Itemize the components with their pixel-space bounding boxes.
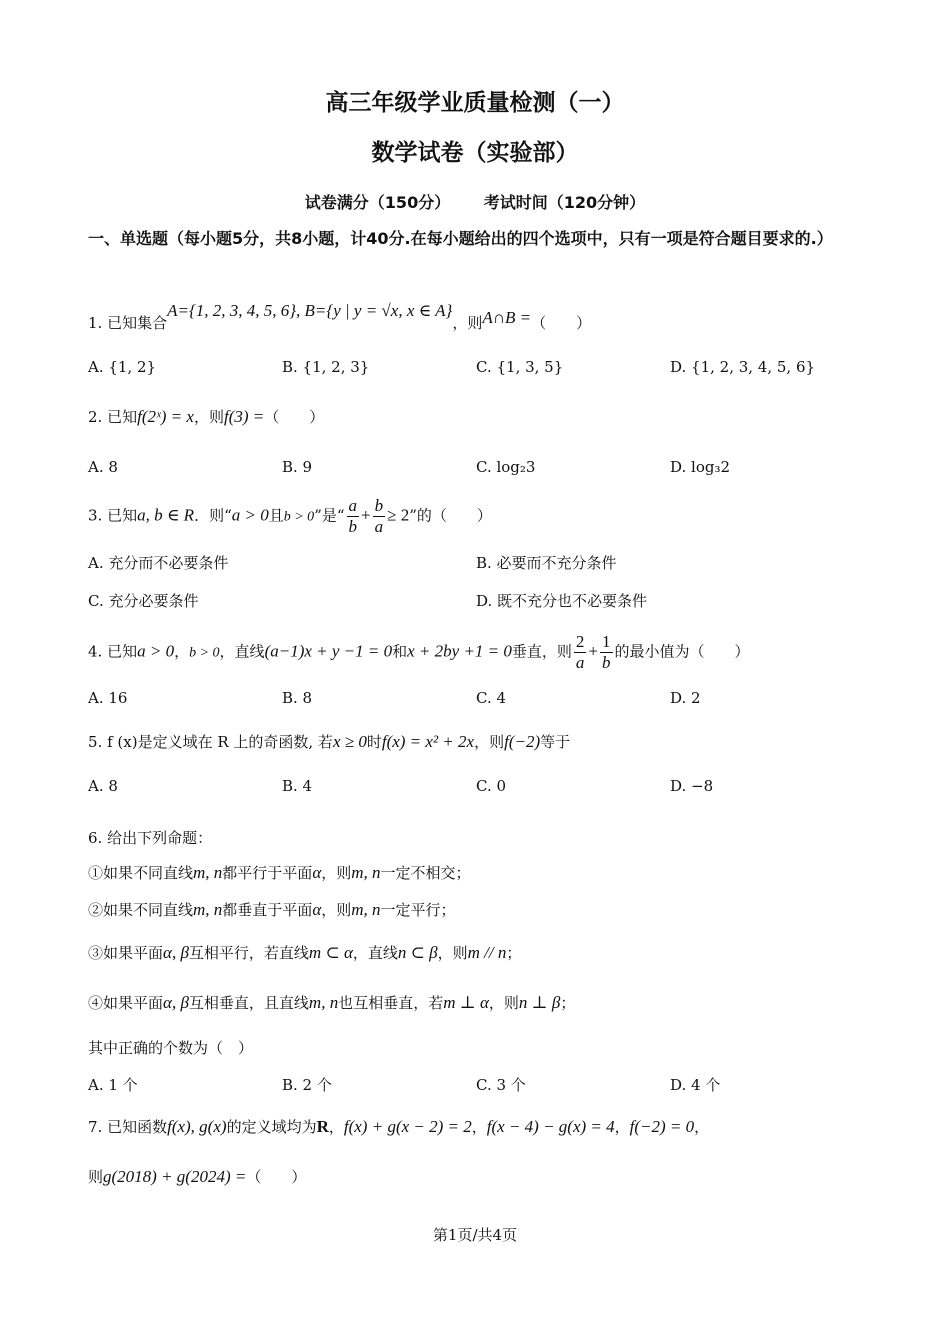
q2-prefix: 2. 已知 xyxy=(88,408,138,426)
q3-tail-expr: ≥ 2 xyxy=(387,505,410,525)
q1-blank: （ ） xyxy=(531,314,592,332)
exam-subtitle: 数学试卷（实验部） xyxy=(371,140,579,166)
q5-option-b: B. 4 xyxy=(282,777,313,795)
q2-option-b: B. 9 xyxy=(282,458,313,476)
q4-fraction-1: $\frac{2}{a}$ xyxy=(575,632,585,672)
exam-meta xyxy=(0,190,950,213)
question-6: 6. 给出下列命题： xyxy=(88,829,213,847)
q5-expr1: x ≥ 0 xyxy=(332,732,367,751)
q4-suffix: 的最小值为（ ） xyxy=(614,642,750,661)
question-7-line-2: 则g(2018) + g(2024) =（ ） xyxy=(88,1167,307,1186)
q5-expr2: f(x) = x² + 2x xyxy=(381,732,475,751)
q2-blank: （ ） xyxy=(264,408,325,426)
q1-option-d: D. {1, 2, 3, 4, 5, 6} xyxy=(670,358,816,376)
q4-option-b: B. 8 xyxy=(282,689,313,707)
q1-set-b: B={y | y = √x, x ∈ A} xyxy=(304,301,453,320)
q2-option-d: D. log₃2 xyxy=(670,458,731,476)
q2-expr1: f(2ˣ) = x xyxy=(137,407,194,426)
q1-expr: A∩B = xyxy=(482,308,532,327)
q6-option-d: D. 4 个 xyxy=(670,1076,721,1094)
q3-fraction-2: $\frac{b}{a}$ xyxy=(374,496,384,536)
question-4 xyxy=(88,632,888,673)
q5-expr3: f(−2) xyxy=(504,732,541,751)
q1-option-b: B. {1, 2, 3} xyxy=(282,358,370,376)
q2-option-a: A. 8 xyxy=(88,458,118,476)
q5-mid2: ，则 xyxy=(474,733,505,751)
exam-time: 考试时间（120分钟） xyxy=(483,193,646,212)
q4-option-a: A. 16 xyxy=(88,689,128,707)
q5-option-d: D. −8 xyxy=(670,777,714,795)
q4-mid3: 垂直，则 xyxy=(511,642,572,661)
q5-suffix: 等于 xyxy=(540,733,571,751)
q3-expr2: a > 0 xyxy=(231,505,269,525)
q6-ask: 其中正确的个数为（ ） xyxy=(88,1039,254,1057)
q3-expr3: b > 0 xyxy=(283,509,315,525)
q3-expr1: a, b ∈ R xyxy=(137,505,195,525)
q4-fraction-2: $\frac{1}{b}$ xyxy=(602,632,611,672)
q3-option-d: D. 既不充分也不必要条件 xyxy=(476,592,648,610)
q5-prefix: 5. f (x)是定义域在 R 上的奇函数, 若 xyxy=(88,733,333,751)
q6-option-a: A. 1 个 xyxy=(88,1076,138,1094)
q6-proposition-4: ④如果平面α, β互相垂直，且直线m, n也互相垂直，若m ⊥ α，则n ⊥ β； xyxy=(88,993,576,1012)
q4-mid2: 和 xyxy=(392,642,408,661)
q3-option-b: B. 必要而不充分条件 xyxy=(476,554,617,572)
q4-prefix: 4. 已知 xyxy=(88,642,138,661)
question-7: 7. 已知函数f(x), g(x)的定义域均为R，f(x) + g(x − 2) = 2，f(x − 4) − g(x) = 4，f(−2) = 0， xyxy=(88,1117,710,1136)
question-3 xyxy=(88,496,888,537)
q4-expr1: a > 0 xyxy=(137,641,175,661)
q4-expr2: b > 0 xyxy=(189,645,220,661)
q3-mid2: 且 xyxy=(268,506,284,525)
q3-prefix: 3. 已知 xyxy=(88,506,138,525)
q3-fraction-1: $\frac{a}{b}$ xyxy=(348,496,358,536)
q3-plus: + xyxy=(361,505,371,525)
section-heading: 一、单选题（每小题5分，共8小题，计40分.在每小题给出的四个选项中，只有一项是符合题目要求的.） xyxy=(88,229,833,248)
q4-mid1: ，直线 xyxy=(219,642,265,661)
q5-option-a: A. 8 xyxy=(88,777,118,795)
question-5 xyxy=(88,731,888,752)
page-number: 第1页/共4页 xyxy=(432,1226,518,1244)
q3-option-c: C. 充分必要条件 xyxy=(88,592,199,610)
q6-proposition-1: ①如果不同直线m, n都平行于平面α，则m, n一定不相交； xyxy=(88,863,471,882)
q3-mid3: ”是“ xyxy=(314,506,345,525)
question-2 xyxy=(88,406,888,427)
q4-option-d: D. 2 xyxy=(670,689,701,707)
question-1 xyxy=(88,301,888,333)
q2-expr2: f(3) = xyxy=(223,407,265,426)
exam-title: 高三年级学业质量检测（一） xyxy=(325,90,625,116)
q4-option-c: C. 4 xyxy=(476,689,507,707)
q2-option-c: C. log₂3 xyxy=(476,458,536,476)
q2-mid: ，则 xyxy=(193,408,224,426)
q6-option-b: B. 2 个 xyxy=(282,1076,332,1094)
q6-proposition-2: ②如果不同直线m, n都垂直于平面α，则m, n一定平行； xyxy=(88,900,456,919)
q5-mid1: 时 xyxy=(366,733,382,751)
q3-option-a: A. 充分而不必要条件 xyxy=(88,554,229,572)
q1-option-a: A. {1, 2} xyxy=(88,358,157,376)
q3-suffix: ”的（ ） xyxy=(409,506,492,525)
q6-option-c: C. 3 个 xyxy=(476,1076,526,1094)
q4-plus: + xyxy=(588,641,599,661)
q6-proposition-3: ③如果平面α, β互相平行，若直线m ⊂ α，直线n ⊂ β，则m // n； xyxy=(88,943,522,962)
q3-mid1: ．则“ xyxy=(194,506,232,525)
full-score: 试卷满分（150分） xyxy=(304,193,451,212)
q1-prefix: 1. 已知集合 xyxy=(88,314,168,332)
q4-sep1: ， xyxy=(174,642,190,661)
q4-expr3: (a−1)x + y −1 = 0 xyxy=(264,641,393,661)
q4-expr4: x + 2by +1 = 0 xyxy=(407,641,512,661)
q1-option-c: C. {1, 3, 5} xyxy=(476,358,564,376)
q1-set-a: A={1, 2, 3, 4, 5, 6}, xyxy=(167,301,305,320)
q1-mid: ，则 xyxy=(452,314,483,332)
q5-option-c: C. 0 xyxy=(476,777,507,795)
